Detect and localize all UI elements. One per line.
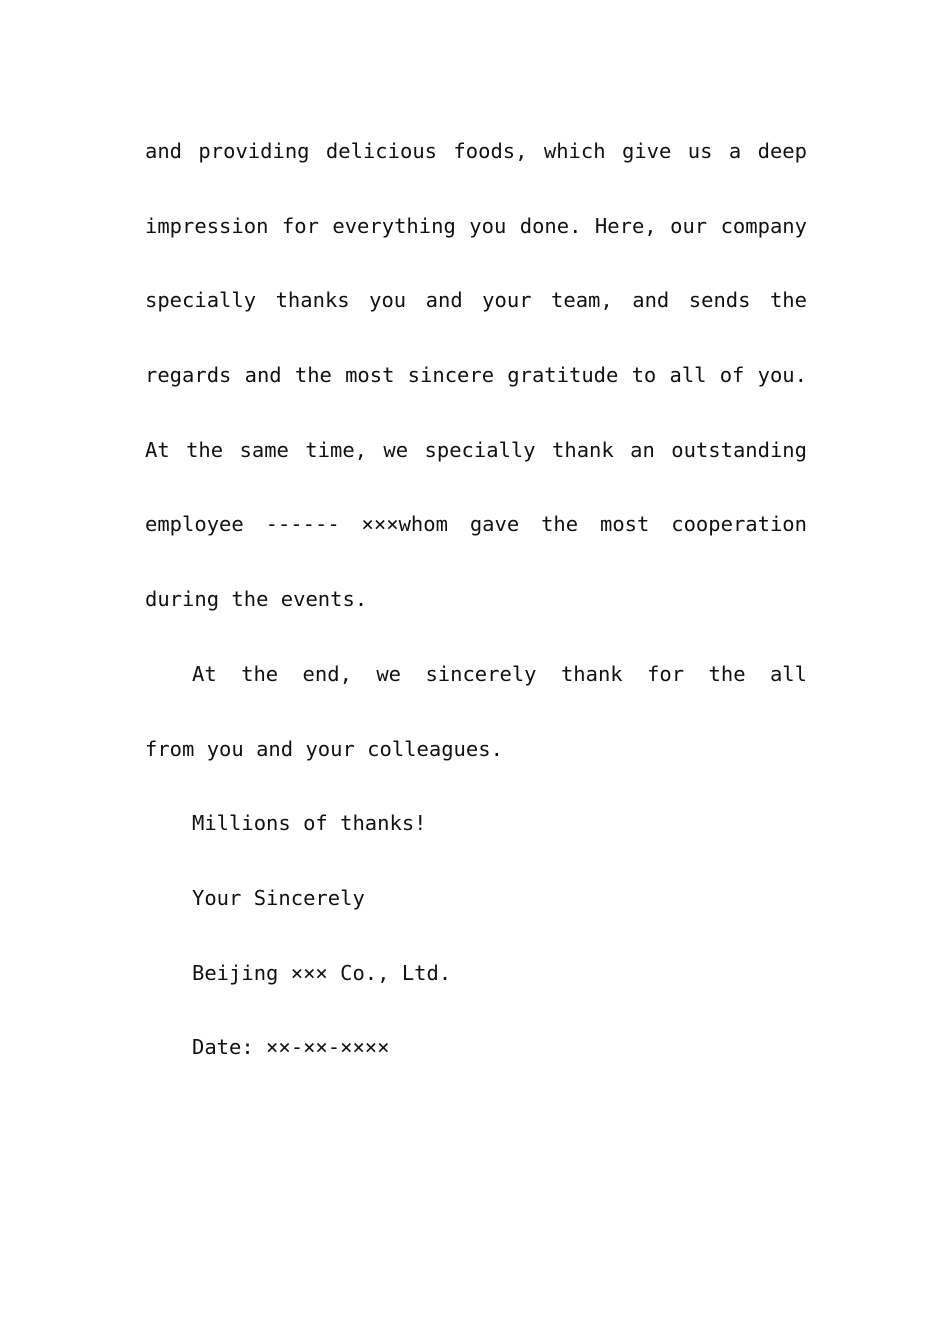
body-line: At the end, we sincerely thank for the all bbox=[192, 661, 807, 686]
signature-company: Beijing ××× Co., Ltd. bbox=[192, 960, 452, 985]
body-line: during the events. bbox=[145, 587, 368, 612]
body-line: regards and the most sincere gratitude to all of you. bbox=[145, 363, 807, 388]
closing-thanks: Millions of thanks! bbox=[192, 811, 427, 836]
body-line: from you and your colleagues. bbox=[145, 736, 503, 761]
body-line: and providing delicious foods, which give us a deep bbox=[145, 139, 807, 163]
body-line: impression for everything you done. Here, our company bbox=[145, 213, 807, 238]
valediction: Your Sincerely bbox=[192, 885, 365, 910]
body-line: specially thanks you and your team, and sends the bbox=[145, 288, 807, 313]
body-line: At the same time, we specially thank an outstanding bbox=[145, 437, 807, 462]
letter-date: Date: ××-××-×××× bbox=[192, 1035, 390, 1060]
letter-body bbox=[145, 114, 807, 1085]
body-line: employee ------ ×××whom gave the most cooperation bbox=[145, 512, 807, 537]
